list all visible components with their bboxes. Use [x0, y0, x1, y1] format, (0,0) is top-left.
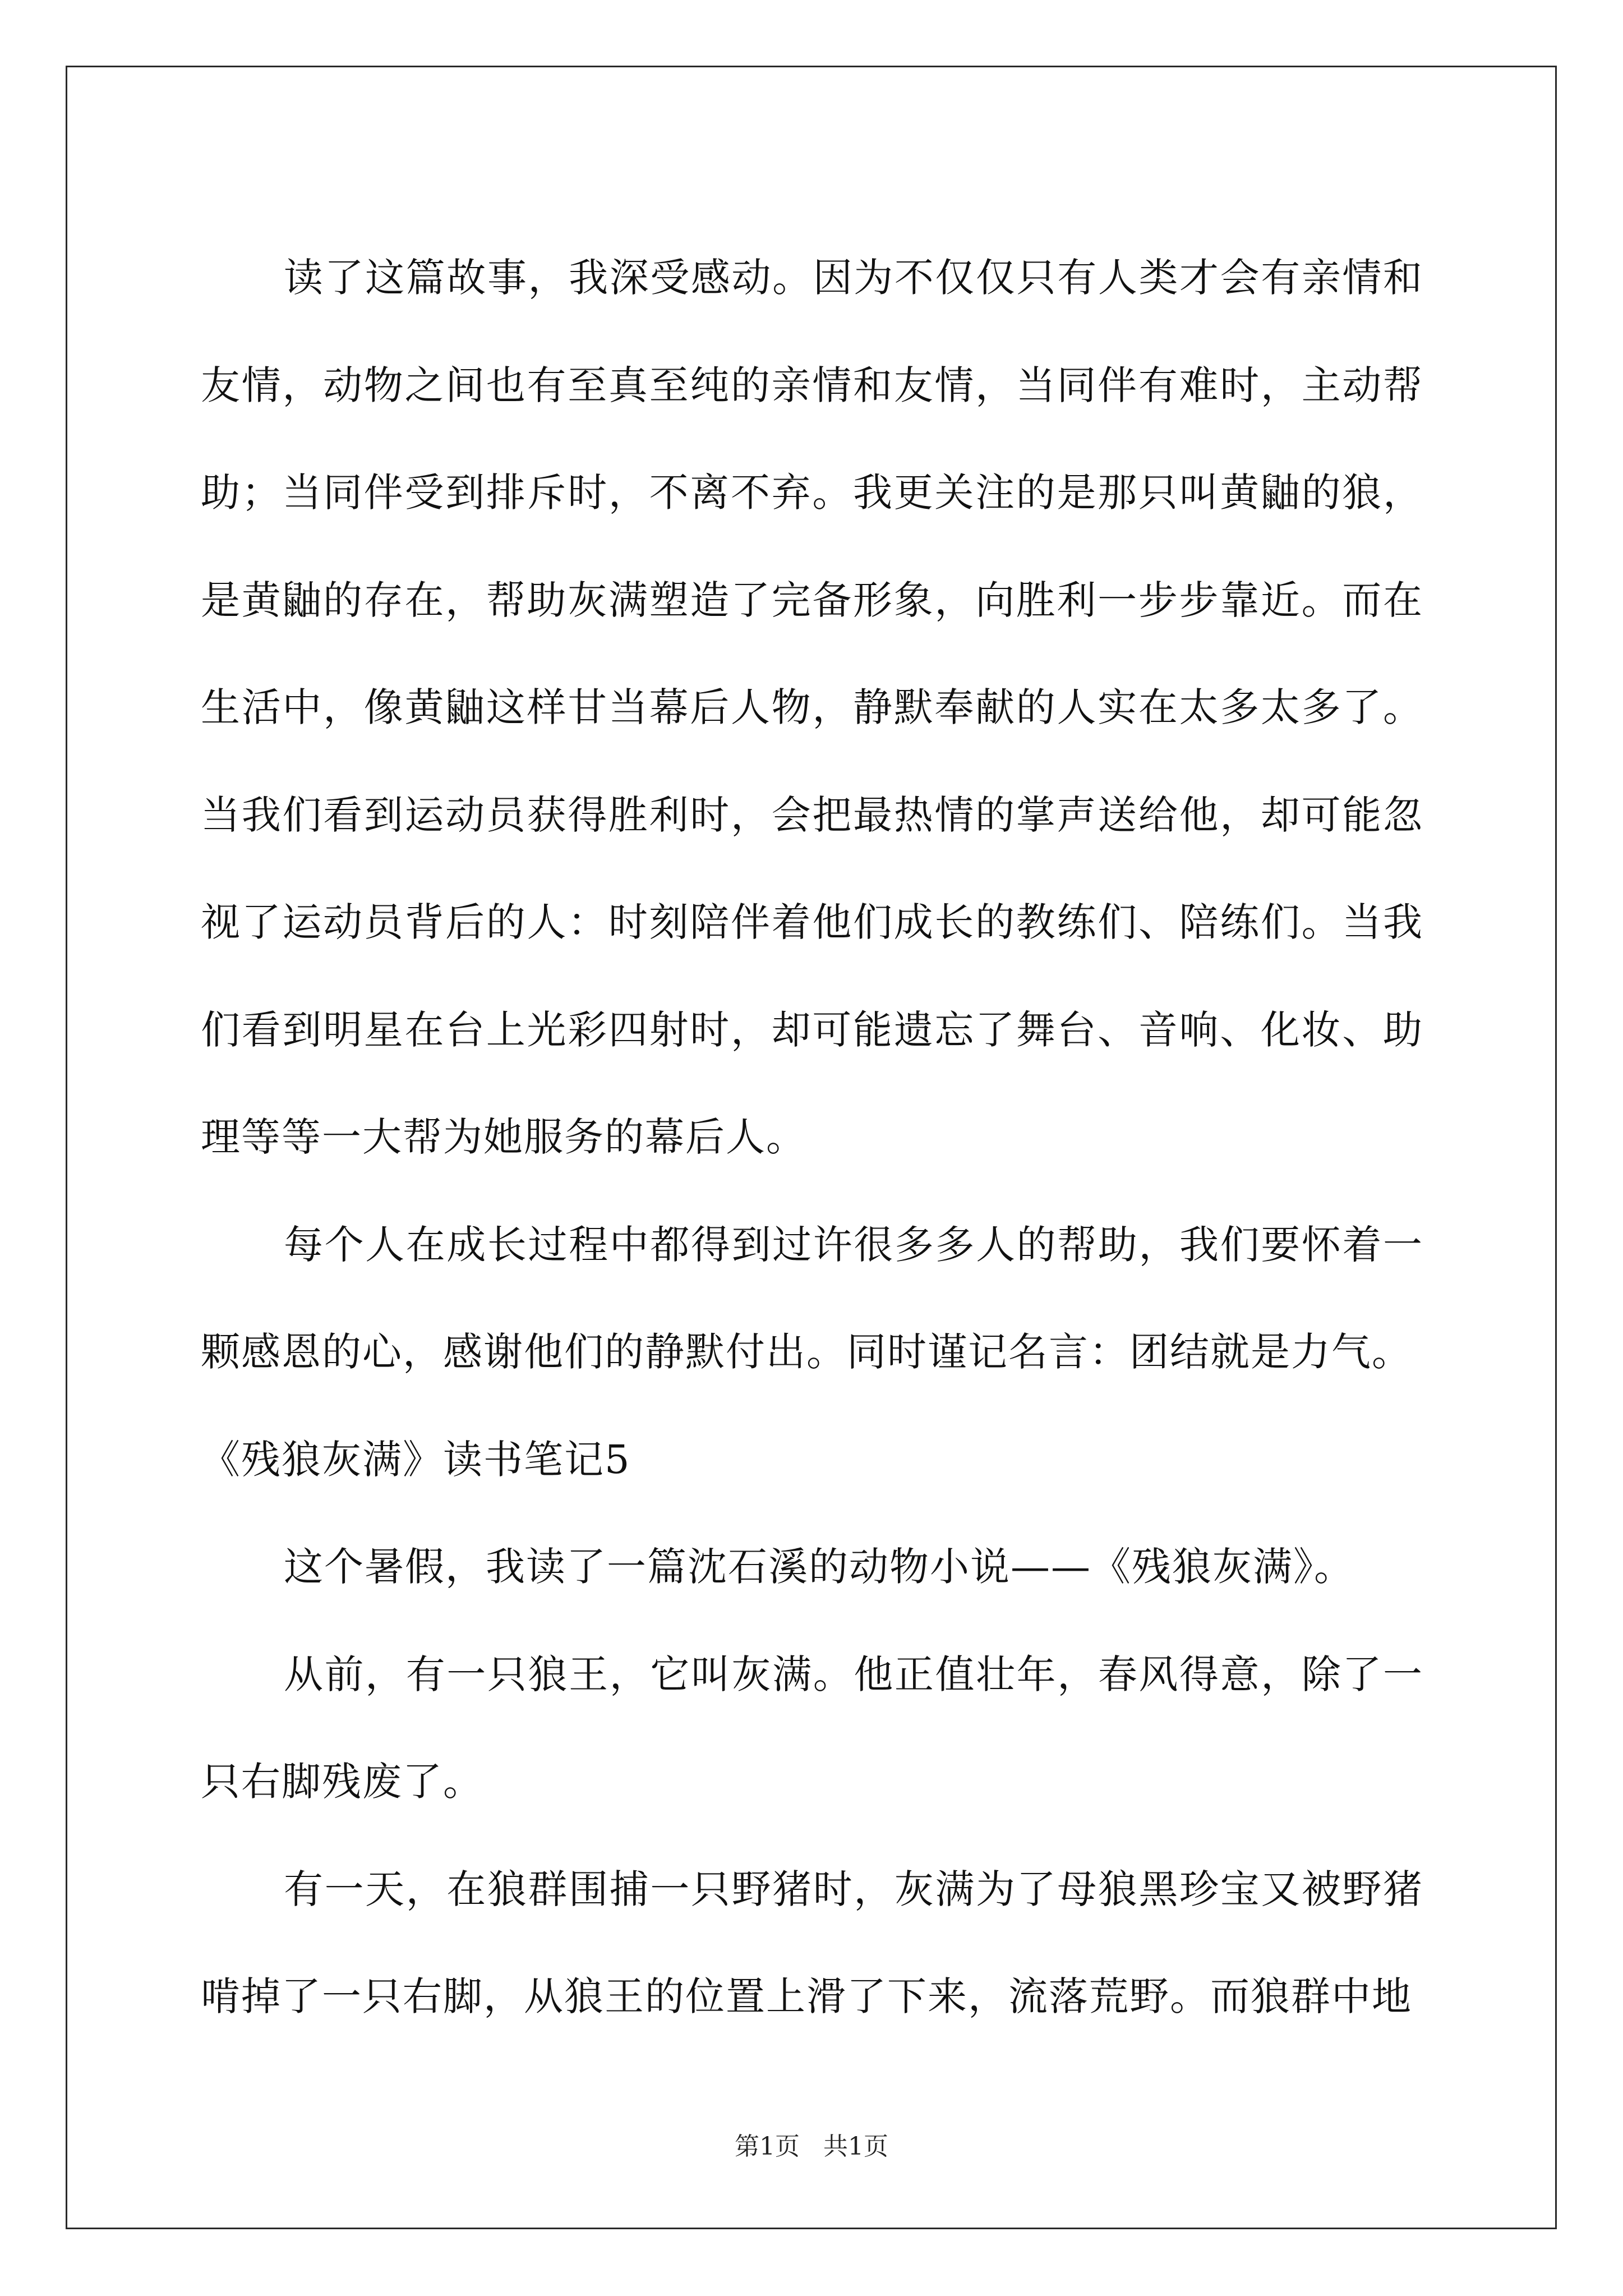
paragraph-1: 读了这篇故事，我深受感动。因为不仅仅只有人类才会有亲情和友情，动物之间也有至真至纯的亲情和友情，当同伴有难时，主动帮助；当同伴受到排斥时，不离不弃。我更关注的是那只叫黄鼬的狼，是黄鼬的存在，帮助灰满塑造了完备形象，向胜利一步步靠近。而在生活中，像黄鼬这样甘当幕后人物，静默奉献的人实在太多太多了。当我们看到运动员获得胜利时，会把最热情的掌声送给他，却可能忽视了运动员背后的人：时刻陪伴着他们成长的教练们、陪练们。当我们看到明星在台上光彩四射时，却可能遗忘了舞台、音响、化妆、助理等等一大帮为她服务的幕后人。: [201, 255, 1423, 1160]
paragraph-2: 每个人在成长过程中都得到过许很多多人的帮助，我们要怀着一颗感恩的心，感谢他们的静默付出。同时谨记名言：团结就是力气。: [201, 1221, 1423, 1375]
document-body: [201, 224, 1423, 2051]
section-heading: 《残狼灰满》读书笔记5: [201, 1436, 631, 1483]
paragraph-5: 有一天，在狼群围捕一只野猪时，灰满为了母狼黑珍宝又被野猪啃掉了一只右脚，从狼王的位置上滑了下来，流落荒野。而狼群中地: [201, 1866, 1423, 2019]
paragraph-3: 这个暑假，我读了一篇沈石溪的动物小说——《残狼灰满》。: [284, 1544, 1354, 1590]
paragraph-4: 从前，有一只狼王，它叫灰满。他正值壮年，春风得意，除了一只右脚残废了。: [201, 1651, 1423, 1805]
page-footer: 第1页 共1页: [735, 2132, 888, 2161]
